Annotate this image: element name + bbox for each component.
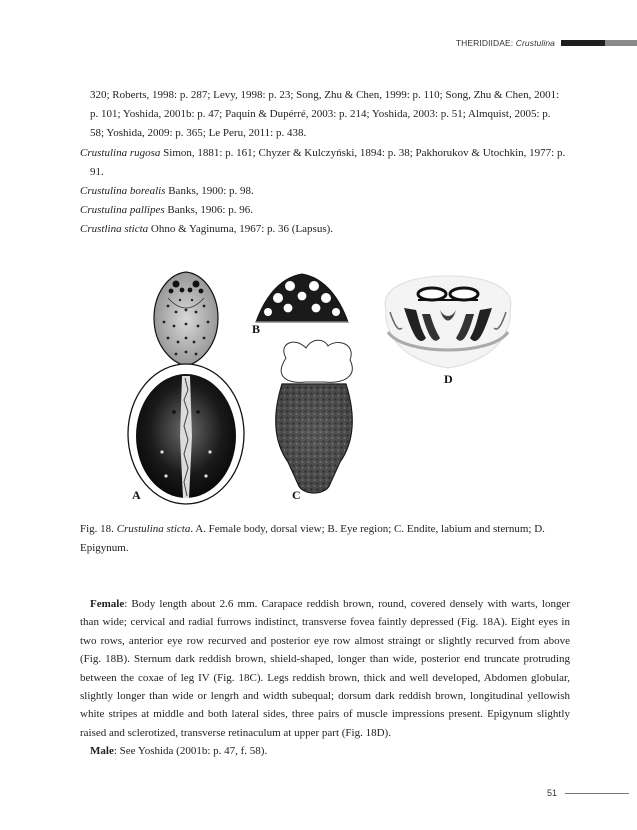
synonymy-line: p. 101; Yoshida, 2001b: p. 47; Paquin & Dupérré, 2003: p. 214; Yoshida, 2003: p. 51; Almquist, 2005: p. [90,108,551,121]
running-header-text [456,38,555,48]
synonym-name: Crustulina pallipes [80,204,165,217]
caption-species: Crustulina sticta [116,523,191,535]
fig-a-female-body [128,272,244,504]
fig-label-c: C [292,488,301,502]
running-header [456,37,637,49]
header-genus: Crustulina [515,38,555,48]
page-number: 51 [546,788,557,798]
synonym-name: Crustlina sticta [80,223,149,236]
synonymy-entry [80,220,580,239]
synonym-ref: Banks, 1900: p. 98. [165,185,254,198]
species-description [80,595,570,761]
fig-label-b: B [252,322,261,336]
fig-b-eye-region [256,274,348,322]
header-bar-dark [561,40,605,46]
female-text: : Body length about 2.6 mm. Carapace reddish brown, round, covered densely with warts, longer than wide; cervical and radial furrows indistinct, transverse fovea faintly depressed (Fig. 18A). Eight eyes in two rows, anterior eye row recurved and posterior eye row almost straingt or slightly recurved from above (Fig. 18B). Sternum dark reddish brown, shield-shaped, longer than wide, posterior end truncate protruding between the coxae of leg IV (Fig. 18C). Legs reddish brown, thick and well developed, Abdomen globular, slightly longer than wide or lengrh and width subequal; dorsum dark reddish brown, longitudinal yellowish white stripes at middle and both lateral sides, three pairs of muscle impressions present. Epigynum slightly raised and sclerotized, transverse retinaculum at upper part (Fig. 18D). [80,598,570,739]
fig-d-epigynum [385,276,511,368]
synonymy-entry [80,182,580,201]
synonym-name: Crustulina rugosa [80,146,161,159]
fig-label-d: D [444,372,453,386]
synonymy-list [80,86,580,240]
figure-illustration [118,266,530,514]
synonymy-entry [80,201,580,220]
caption-text [80,520,572,558]
male-label: Male [90,745,114,758]
figure-caption [80,520,572,558]
figure-18 [118,266,530,514]
male-paragraph [80,742,570,760]
female-paragraph [80,595,570,742]
page-footer [547,788,629,798]
synonym-name: Crustulina borealis [80,185,166,198]
fig-label-a: A [132,488,141,502]
header-bar-grey [605,40,637,46]
synonymy-line: 58; Yoshida, 2009: p. 365; Le Peru, 2011: p. 438. [90,127,307,140]
synonym-ref: Ohno & Yaginuma, 1967: p. 36 (Lapsus). [148,223,334,236]
female-label: Female [90,598,125,610]
synonym-ref: Banks, 1906: p. 96. [164,204,253,217]
fig-c-sternum [276,340,353,493]
header-family: THERIDIIDAE: [455,38,514,48]
synonymy-line: 320; Roberts, 1998: p. 287; Levy, 1998: p. 23; Song, Zhu & Chen, 1999: p. 110; Song, Zhu & Chen, 2001: [90,89,560,101]
synonymy-entry [80,144,580,182]
caption-prefix: Fig. 18. [80,523,117,535]
male-text: : See Yoshida (2001b: p. 47, f. 58). [113,745,268,758]
footer-rule [565,793,629,794]
caption-body: . A. Female body, dorsal view; B. Eye region; C. Endite, labium and sternum; D. Epigynum. [80,523,545,555]
synonym-ref: Simon, 1881: p. 161; Chyzer & Kulczyński, 1894: p. 38; Pakhorukov & Utochkin, 1977: p. 91. [90,146,566,178]
